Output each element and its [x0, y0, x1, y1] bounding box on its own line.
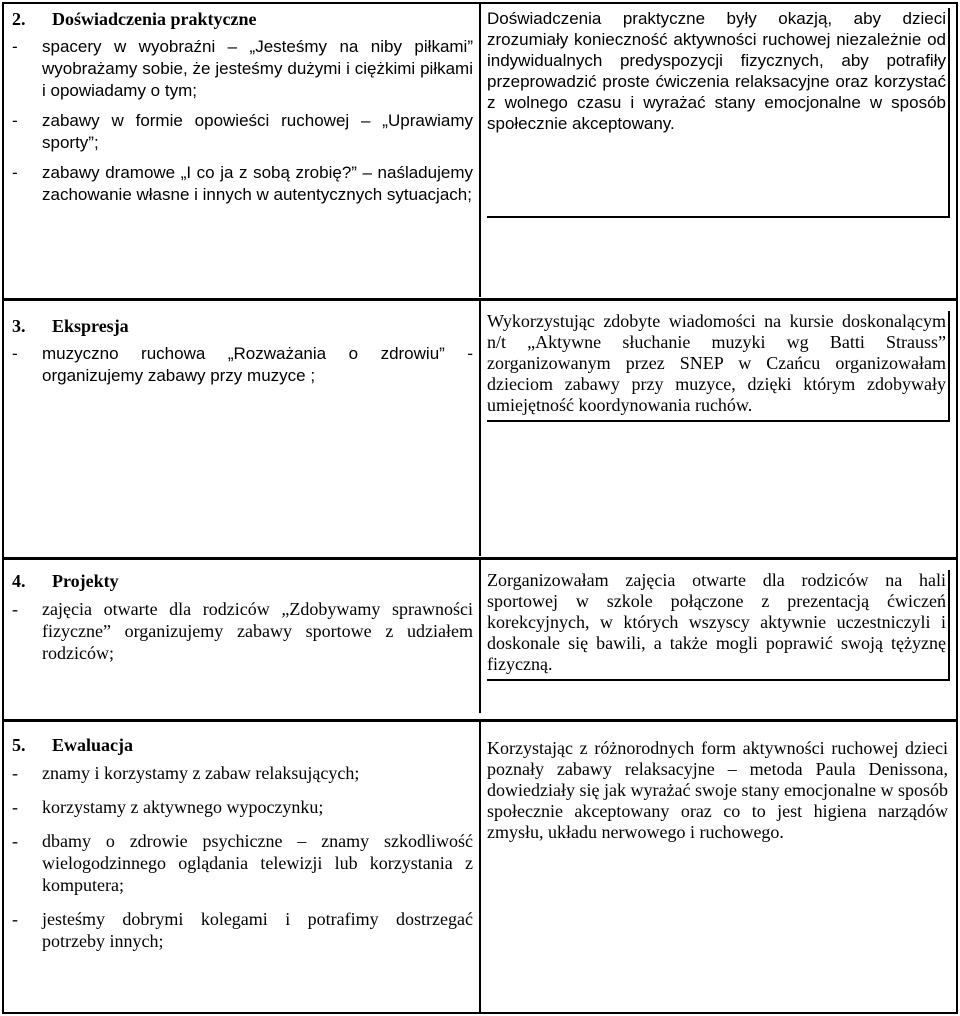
section-heading	[12, 734, 473, 756]
table-row-ekspresja	[4, 298, 956, 556]
list-item: - znamy i korzystamy z zabaw relaksujących;	[12, 763, 360, 783]
left-cell	[4, 301, 481, 556]
description-text: Doświadczenia praktyczne były okazją, aby dzieci zrozumiały konieczność aktywności ruchowej niezależnie od indywidualnych predyspozycji fizycznych, aby potrafiły przeprowadzić proste ćwiczenia relaksacyjne oraz korzystać z wolnego czasu i wyrażać stany emocjonalne w sposób społecznie akceptowany.	[487, 9, 946, 133]
right-cell	[481, 301, 956, 556]
section-number: 4.	[12, 571, 26, 591]
description-box	[487, 311, 950, 422]
document-table	[2, 2, 958, 1014]
section-number: 3.	[12, 316, 26, 336]
left-cell	[4, 4, 481, 297]
section-heading	[12, 570, 473, 592]
description-box	[487, 738, 950, 843]
description-box	[487, 570, 950, 681]
list-item: - zabawy w formie opowieści ruchowej – „Uprawiamy sporty”;	[12, 111, 473, 152]
section-title: Ekspresja	[52, 316, 129, 336]
section-heading	[12, 8, 473, 30]
list-item: - zabawy dramowe „I co ja z sobą zrobię?” – naśladujemy zachowanie własne i innych w autentycznych sytuacjach;	[12, 163, 473, 204]
left-cell	[4, 722, 481, 1012]
list-item: - zajęcia otwarte dla rodziców „Zdobywamy sprawności fizyczne” organizujemy zabawy sportowe z udziałem rodziców;	[12, 599, 473, 663]
section-heading	[12, 315, 473, 337]
section-number: 5.	[12, 735, 26, 755]
section-title: Projekty	[52, 571, 119, 591]
list-item: - jesteśmy dobrymi kolegami i potrafimy dostrzegać potrzeby innych;	[12, 909, 473, 951]
right-cell	[481, 722, 956, 1012]
list-item: - spacery w wyobraźni – „Jesteśmy na niby piłkami” wyobrażamy sobie, że jesteśmy dużymi i ciężkimi piłkami i opowiadamy o tym;	[12, 37, 473, 100]
left-cell	[4, 560, 481, 713]
description-text: Zorganizowałam zajęcia otwarte dla rodziców na hali sportowej w szkole połączone z prezentacją ćwiczeń korekcyjnych, w których wszyscy aktywnie uczestniczyli i doskonale się bawili, a także mogli poprawić swoją tężyznę fizyczną.	[487, 570, 946, 674]
section-number: 2.	[12, 9, 26, 29]
description-text: Wykorzystując zdobyte wiadomości na kursie doskonalącym n/t „Aktywne słuchanie muzyki wg Batti Strauss” zorganizowanym przez SNEP w Czańcu organizowałam dzieciom zabawy przy muzyce, dzięki którym zdobywały umiejętność koordynowania ruchów.	[487, 311, 946, 415]
right-cell	[481, 4, 956, 297]
description-text: Korzystając z różnorodnych form aktywności ruchowej dzieci poznały zabawy relaksacyjne – metoda Paula Denissona, dowiedziały się jak wyrażać swoje stany emocjonalne w sposób społecznie akceptowany oraz co to jest higiena narządów zmysłu, układu nerwowego i ruchowego.	[487, 738, 948, 842]
table-row-ewaluacja	[4, 719, 956, 1012]
description-box	[487, 8, 950, 218]
section-title: Ewaluacja	[52, 735, 133, 755]
right-cell	[481, 560, 956, 713]
section-title: Doświadczenia praktyczne	[52, 9, 257, 29]
list-item: - muzyczno ruchowa „Rozważania o zdrowiu” - organizujemy zabawy przy muzyce ;	[12, 344, 473, 385]
list-item: - dbamy o zdrowie psychiczne – znamy szkodliwość wielogodzinnego oglądania telewizji lub korzystania z komputera;	[12, 831, 473, 895]
table-row-doswiadczenia	[4, 4, 956, 297]
table-row-projekty	[4, 557, 956, 713]
list-item: - korzystamy z aktywnego wypoczynku;	[12, 797, 324, 817]
